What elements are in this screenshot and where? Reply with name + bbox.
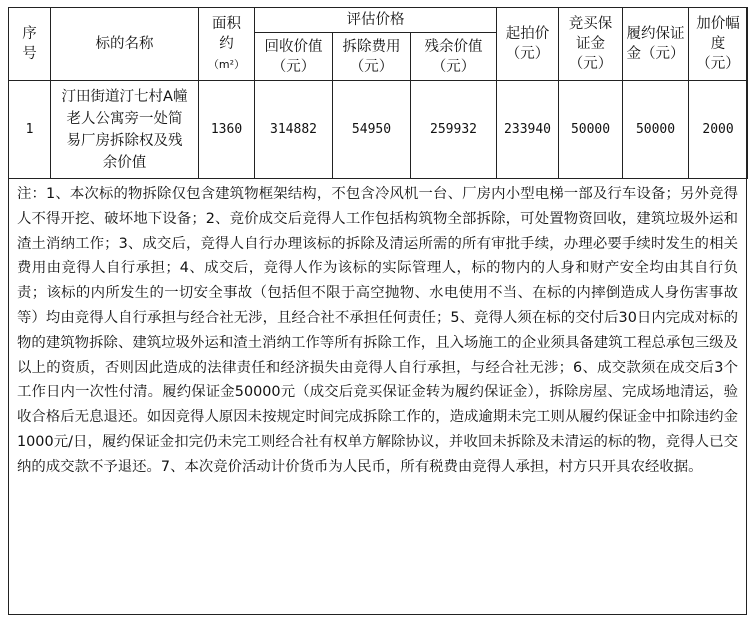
row-seq: 1 xyxy=(9,81,51,179)
table-row xyxy=(9,81,748,179)
header-residual xyxy=(411,33,497,81)
row-name xyxy=(51,81,199,179)
header-area xyxy=(199,8,255,81)
row-residual: 259932 xyxy=(411,81,497,179)
header-demolition-text: 拆除费用（元） xyxy=(342,38,401,75)
auction-document xyxy=(8,7,747,615)
header-area-label: 面积约 xyxy=(212,15,241,52)
row-start-price: 233940 xyxy=(497,81,559,179)
auction-table xyxy=(8,7,748,179)
header-perf-deposit-text: 履约保证金（元） xyxy=(626,26,685,62)
notes-text: 注：1、本次标的物拆除仅包含建筑物框架结构，不包含冷风机一台、厂房内小型电梯一部及行车设备；另外竞得人不得开挖、破坏地下设备；2、竞价成交后竞得人工作包括构筑物全部拆除，可处置物资回收，建筑垃圾外运和渣土消纳工作；3、成交后，竞得人自行办理该标的拆除及清运所需的所有审批手续，办理必要手续时发生的相关费用由竞得人自行承担；4、成交后，竞得人作为该标的实际管理人，标的物内的人身和财产安全均由其自行负责；该标的内所发生的一切安全事故（包括但不限于高空抛物、水电使用不当、在标的内摔倒造成人身伤害事故等）均由竞得人自行承担与经合社无涉，且经合社不承担任何责任；5、竞得人须在标的交付后30日内完成对标的物的建筑物拆除、建筑垃圾外运和渣土消纳工作等所有拆除工作，且入场施工的企业须具备建筑工程总承包三级及以上的资质，否则因此造成的法律责任和经济损失由竞得人自行承担，与经合社无涉；6、成交款须在成交后3个工作日内一次性付清。履约保证金50000元（成交后竞买保证金转为履约保证金），拆除房屋、完成场地清运，验收合格后无息退还。如因竞得人原因未按规定时间完成拆除工作的，造成逾期未完工则从履约保证金中扣除违约金1000元/日，履约保证金扣完仍未完工则经合社有权单方解除协议，并收回未拆除及未清运的标的物，竞得人已交纳的成交款不予退还。7、本次竞价活动计价货币为人民币，所有税费由竞得人承担，村方只开具农经收据。 xyxy=(17,186,738,475)
header-seq xyxy=(9,8,51,81)
header-perf-deposit xyxy=(623,8,689,81)
row-area: 1360 xyxy=(199,81,255,179)
header-valuation: 评估价格 xyxy=(255,8,497,33)
header-bid-deposit-text: 竞买保证金（元） xyxy=(568,16,613,72)
header-area-unit: （m²） xyxy=(207,57,246,71)
row-name-text: 汀田街道汀七村A幢老人公寓旁一处简易厂房拆除权及残余价值 xyxy=(61,88,188,171)
header-recovery xyxy=(255,33,333,81)
row-bid-deposit: 50000 xyxy=(559,81,623,179)
header-residual-text: 残余价值（元） xyxy=(424,38,483,75)
header-name: 标的名称 xyxy=(51,8,199,81)
header-demolition xyxy=(333,33,411,81)
header-start-price xyxy=(497,8,559,81)
row-demolition: 54950 xyxy=(333,81,411,179)
row-increment: 2000 xyxy=(689,81,748,179)
header-recovery-text: 回收价值（元） xyxy=(264,38,323,75)
header-increment-text: 加价幅度（元） xyxy=(696,16,740,72)
header-seq-text: 序号 xyxy=(22,26,37,62)
header-bid-deposit xyxy=(559,8,623,81)
row-perf-deposit: 50000 xyxy=(623,81,689,179)
header-increment xyxy=(689,8,748,81)
header-start-price-text: 起拍价（元） xyxy=(505,26,550,62)
row-recovery: 314882 xyxy=(255,81,333,179)
